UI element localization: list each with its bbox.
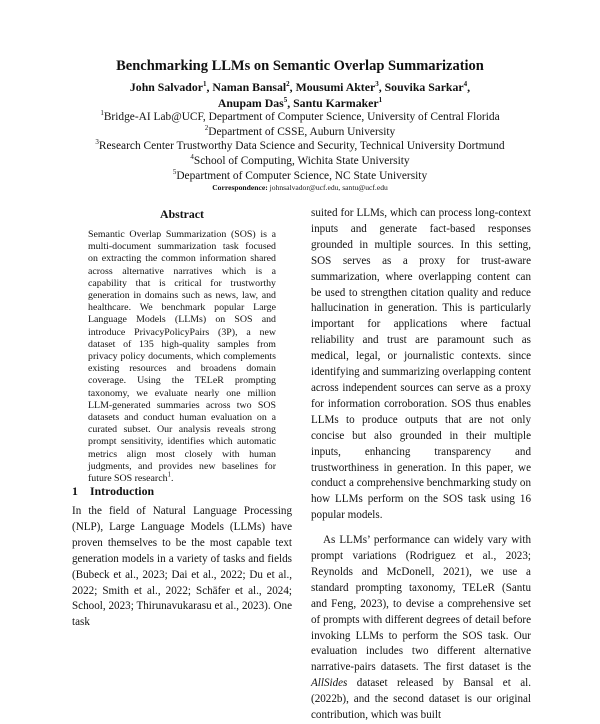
affiliation-list bbox=[0, 110, 600, 184]
author-affiliation-mark: 5 bbox=[283, 96, 288, 105]
correspondence-label: Correspondence: bbox=[212, 183, 268, 192]
abstract-text: Semantic Overlap Summarization (SOS) is a multi-document summarization task focused on extracting the common information shared across alternative narratives which is a capability that is critical for trustworthy generation in domains such as news, law, and healthcare. We benchmark popular Large Language Models (LLMs) on SOS and introduce PrivacyPolicyPairs (3P), a new dataset of 135 high-quality samples from privacy policy documents, which complements existing resources and broadens domain coverage. Using the TELeR prompting taxonomy, we evaluate nearly one million LLM-generated summaries across two SOS datasets and conduct human evaluation on a curated subset. Our analysis reveals strong prompt sensitivity, identifies which automatic metrics align most closely with human judgments, and provides new baselines for future SOS research bbox=[88, 229, 276, 485]
affiliation-text: Department of Computer Science, NC State University bbox=[176, 169, 428, 182]
author-name: Santu Karmaker bbox=[293, 96, 379, 110]
affiliation-line bbox=[0, 169, 600, 184]
affiliation-number: 4 bbox=[190, 153, 194, 162]
body-paragraph bbox=[311, 533, 531, 724]
author-name: Souvika Sarkar bbox=[384, 80, 464, 94]
affiliation-line bbox=[0, 110, 600, 125]
footnote-mark[interactable]: 1 bbox=[167, 470, 172, 479]
author-affiliation-mark: 3 bbox=[375, 80, 379, 89]
body-text: As LLMs’ performance can widely vary with prompt variations (Rodriguez et al., 2023; Reynolds and McDonell, 2021), we use a standard prompting taxonomy, TELeR (Santu and Feng, 2023), to devise a comprehensive set of prompts with different degrees of detail before invoking LLMs to perform the SOS task. Our evaluation includes two different alternative narrative-pairs datasets. The first dataset is the bbox=[311, 534, 531, 674]
section-title: Introduction bbox=[90, 484, 155, 498]
right-column bbox=[311, 206, 531, 724]
abstract-body: Semantic Overlap Summarization (SOS) is a multi-document summarization task focused on extracting the common information shared across alternative narratives which is a capability that is critical for trustworthy generation in domains such as news, law, and healthcare. We benchmark popular Large Language Models (LLMs) on SOS and introduce PrivacyPolicyPairs (3P), a new dataset of 135 high-quality samples from privacy policy documents, which complements existing resources and broadens domain coverage. Using the TELeR prompting taxonomy, we evaluate nearly one million LLM-generated summaries across two SOS datasets and conduct human evaluation on a curated subset. Our analysis reveals strong prompt sensitivity, identifies which automatic metrics align most closely with human judgments, and provides new baselines for future SOS research$^1$. bbox=[88, 229, 276, 485]
affiliation-text: Research Center Trustworthy Data Science and Security, Technical University Dortmund bbox=[98, 140, 505, 153]
affiliation-number: 1 bbox=[100, 109, 104, 118]
body-paragraph: suited for LLMs, which can process long-context inputs and generate fact-based responses grounded in multiple sources. In this setting, SOS serves as a proxy for trust-aware summarization, where overlapping content can be used to strengthen citation quality and reduce hallucination in generation. This is particularly important for applications where factual reliability and trust are paramount such as medical, legal, or journalistic contexts. since identifying and summarizing overlapping content across independent sources can serve as a proxy for information corroboration. SOS thus enables LLMs to produce outputs that are not only concise but also grounded in their multiple inputs, enhancing transparency and trustworthiness in generation. In this paper, we conduct a comprehensive benchmarking study on how LLMs perform on the SOS task using 16 popular models. bbox=[311, 207, 531, 522]
author-name: Mousumi Akter bbox=[295, 80, 376, 94]
author-affiliation-mark: 4 bbox=[463, 80, 468, 89]
author-name: John Salvador bbox=[129, 80, 204, 94]
affiliation-text: School of Computing, Wichita State University bbox=[193, 155, 410, 168]
intro-paragraph bbox=[72, 504, 292, 631]
section-heading bbox=[72, 484, 154, 499]
affiliation-line bbox=[0, 154, 600, 169]
dataset-name: AllSides bbox=[311, 677, 348, 690]
affiliation-line bbox=[0, 125, 600, 140]
author-list: John Salvador$^1$, Naman Bansal$^2$, Mousumi Akter$^3$, Souvika Sarkar$^4$, Anupam Das$^5$, Santu Karmaker$^1$ bbox=[129, 80, 471, 110]
author-affiliation-mark: 1 bbox=[203, 80, 207, 89]
correspondence-line bbox=[0, 183, 600, 192]
abstract-heading: Abstract bbox=[160, 207, 204, 221]
author-name: Anupam Das bbox=[217, 96, 284, 110]
body-text: dataset released by Bansal et al. (2022b), and the second dataset is our original contribution, which was built bbox=[311, 677, 531, 722]
intro-text: In the field of Natural Language Processing (NLP), Large Language Models (LLMs) have proven themselves to be the most capable text generation models in a variety of tasks and fields (Bubeck et al., 2023; Dai et al., 2022; Du et al., 2022; Smith et al., 2022; Schäfer et al., 2024; School, 2023; Thirunavukarasu et al., 2023). One task bbox=[72, 505, 292, 629]
paper-title: Benchmarking LLMs on Semantic Overlap Summarization bbox=[116, 58, 484, 74]
affiliation-text: Bridge-AI Lab@UCF, Department of Computer Science, University of Central Florida bbox=[103, 111, 500, 123]
affiliation-number: 3 bbox=[95, 138, 99, 147]
section-number: 1 bbox=[72, 484, 78, 498]
affiliation-text: Department of CSSE, Auburn University bbox=[208, 125, 396, 138]
author-affiliation-mark: 1 bbox=[378, 96, 383, 105]
author-name: Naman Bansal bbox=[212, 80, 287, 94]
author-affiliation-mark: 2 bbox=[286, 80, 290, 89]
affiliation-line bbox=[0, 139, 600, 154]
affiliation-number: 2 bbox=[204, 123, 209, 132]
correspondence-emails[interactable]: johnsalvador@ucf.edu, santu@ucf.edu bbox=[269, 183, 388, 192]
affiliation-number: 5 bbox=[172, 168, 177, 177]
